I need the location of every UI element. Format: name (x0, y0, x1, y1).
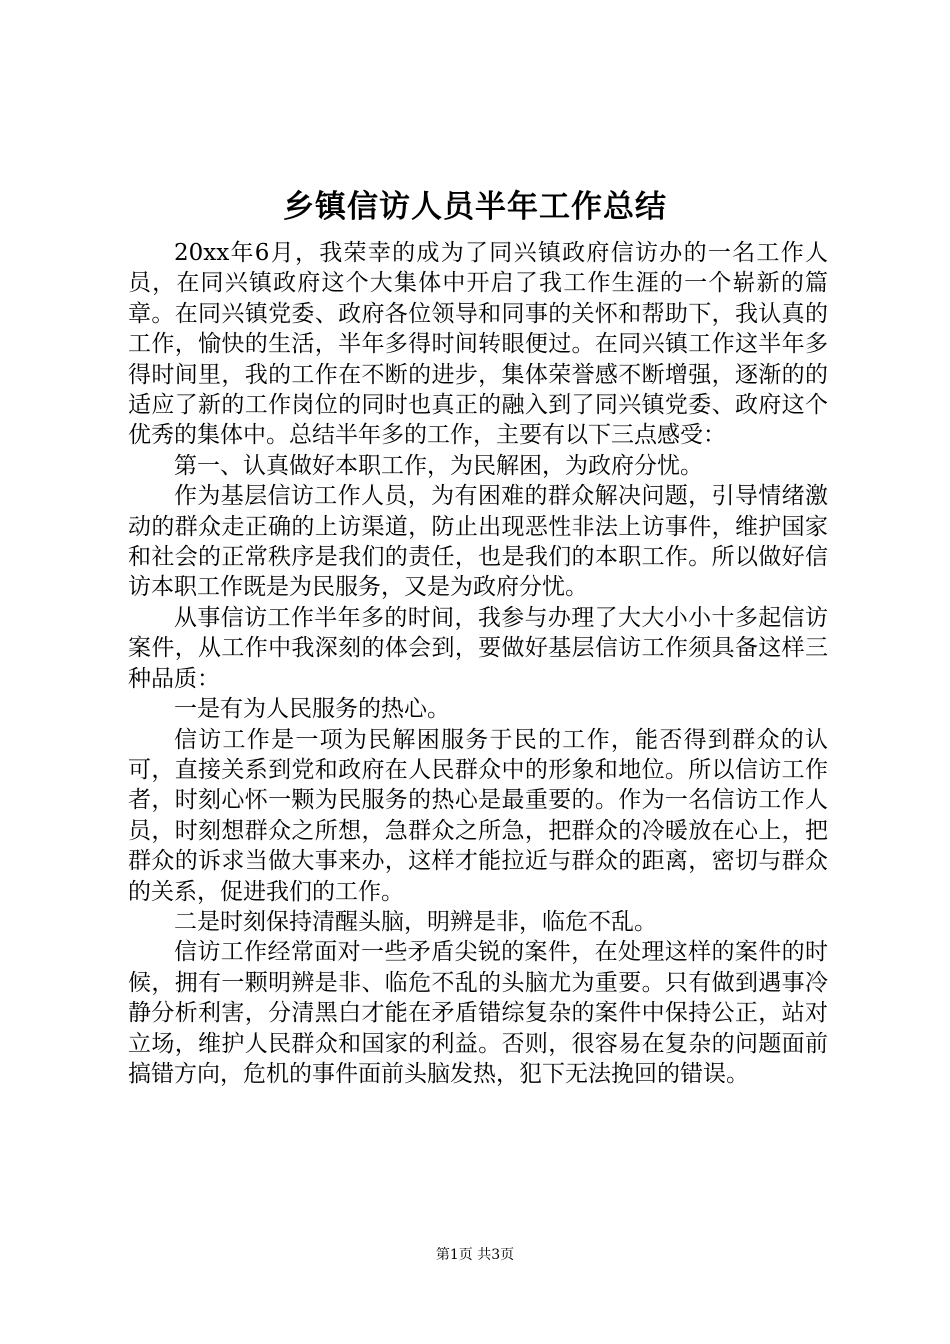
paragraph-intro: 20xx年6月，我荣幸的成为了同兴镇政府信访办的一名工作人员，在同兴镇政府这个大集体中开启了我工作生涯的一个崭新的篇章。在同兴镇党委、政府各位领导和同事的关怀和帮助下，我认真的工作，愉快的生活，半年多得时间转眼便过。在同兴镇工作这半年多得时间里，我的工作在不断的进步，集体荣誉感不断增强，逐渐的的适应了新的工作岗位的同时也真正的融入到了同兴镇党委、政府这个优秀的集体中。总结半年多的工作，主要有以下三点感受： (128, 240, 828, 449)
paragraph-experience: 从事信访工作半年多的时间，我参与办理了大大小小十多起信访案件，从工作中我深刻的体会到，要做好基层信访工作须具备这样三种品质： (128, 604, 828, 692)
page-footer: 第1页 共3页 (435, 1247, 515, 1263)
paragraph-heading-first: 第一、认真做好本职工作，为民解困，为政府分忧。 (174, 452, 703, 479)
paragraph-quality-two: 二是时刻保持清醒头脑，明辨是非，临危不乱。 (174, 908, 657, 935)
paragraph-quality-one: 一是有为人民服务的热心。 (174, 696, 450, 723)
document-body (128, 238, 828, 1089)
paragraph-quality-one-detail: 信访工作是一项为民解困服务于民的工作，能否得到群众的认可，直接关系到党和政府在人民群众中的形象和地位。所以信访工作者，时刻心怀一颗为民服务的热心是最重要的。作为一名信访工作人员，时刻想群众之所想，急群众之所急，把群众的冷暖放在心上，把群众的诉求当做大事来办，这样才能拉近与群众的距离，密切与群众的关系，促进我们的工作。 (128, 726, 828, 905)
document-title: 乡镇信访人员半年工作总结 (283, 189, 667, 225)
paragraph-duty: 作为基层信访工作人员，为有困难的群众解决问题，引导情绪激动的群众走正确的上访渠道，防止出现恶性非法上访事件，维护国家和社会的正常秩序是我们的责任，也是我们的本职工作。所以做好信访本职工作既是为民服务，又是为政府分忧。 (128, 483, 828, 601)
paragraph-quality-two-detail: 信访工作经常面对一些矛盾尖锐的案件，在处理这样的案件的时候，拥有一颗明辨是非、临危不乱的头脑尤为重要。只有做到遇事冷静分析利害，分清黑白才能在矛盾错综复杂的案件中保持公正，站对立场，维护人民群众和国家的利益。否则，很容易在复杂的问题面前搞错方向，危机的事件面前头脑发热，犯下无法挽回的错误。 (128, 939, 828, 1087)
